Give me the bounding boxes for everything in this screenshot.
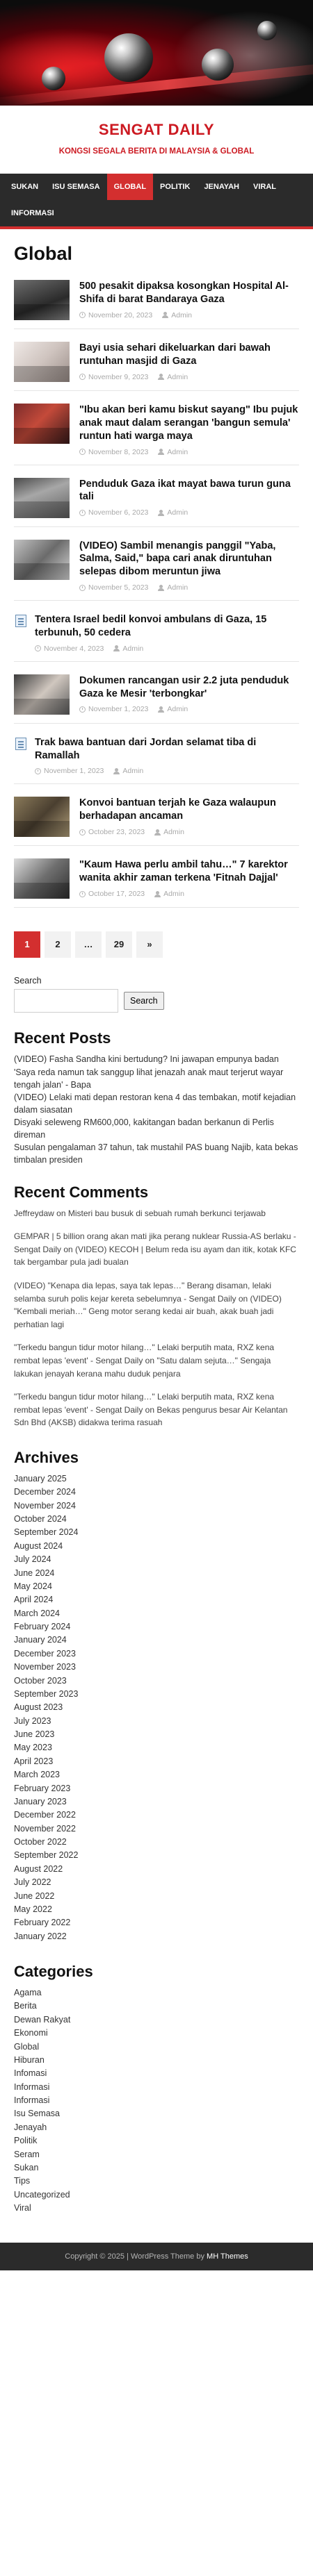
archive-link[interactable]: July 2024 xyxy=(14,1554,51,1565)
post-title[interactable]: Konvoi bantuan terjah ke Gaza walaupun berhadapan ancaman xyxy=(79,797,276,822)
post-thumbnail[interactable] xyxy=(14,674,70,715)
header-banner xyxy=(0,0,313,106)
search-label: Search xyxy=(14,976,42,986)
post-date: November 5, 2023 xyxy=(88,583,149,592)
site-title[interactable]: SENGAT DAILY xyxy=(98,121,215,138)
post-item xyxy=(14,280,299,329)
nav-item-informasi[interactable]: INFORMASI xyxy=(11,209,54,217)
user-icon xyxy=(158,510,164,516)
post-author[interactable]: Admin xyxy=(167,705,188,714)
post-meta xyxy=(35,767,299,775)
recent-posts-widget xyxy=(14,1029,299,1166)
post-thumbnail[interactable] xyxy=(14,478,70,518)
post-title[interactable]: Dokumen rancangan usir 2.2 juta penduduk Gaza ke Mesir 'terbongkar' xyxy=(79,674,289,699)
post-date: October 17, 2023 xyxy=(88,890,145,899)
post-date: October 23, 2023 xyxy=(88,828,145,837)
category-link[interactable]: Isu Semasa xyxy=(14,2109,61,2119)
site-description: KONGSI SEGALA BERITA DI MALAYSIA & GLOBAL xyxy=(58,147,255,156)
archive-link[interactable]: April 2023 xyxy=(14,1756,54,1766)
post-body xyxy=(79,280,299,319)
archive-link[interactable]: August 2023 xyxy=(14,1702,63,1713)
archive-link[interactable]: December 2022 xyxy=(14,1810,76,1820)
user-icon xyxy=(158,706,164,713)
archives-widget xyxy=(14,1449,299,1943)
post-item xyxy=(14,784,299,846)
archive-link[interactable]: November 2022 xyxy=(14,1823,76,1834)
post-body xyxy=(79,342,299,381)
archive-link[interactable]: March 2023 xyxy=(14,1770,61,1780)
clock-icon xyxy=(79,706,86,713)
post-author[interactable]: Admin xyxy=(163,890,184,899)
archive-link[interactable]: January 2024 xyxy=(14,1635,67,1645)
post-title[interactable]: 500 pesakit dipaksa kosongkan Hospital Al-Shifa di barat Bandaraya Gaza xyxy=(79,281,289,305)
category-link[interactable]: Global xyxy=(14,2041,40,2052)
post-author[interactable]: Admin xyxy=(122,644,144,653)
page-link[interactable]: … xyxy=(75,931,102,958)
recent-comments-widget xyxy=(14,1183,299,1429)
category-link[interactable]: Agama xyxy=(14,1988,42,1997)
post-meta xyxy=(79,828,299,836)
nav-item-jenayah[interactable]: JENAYAH xyxy=(204,183,239,191)
recent-post-link[interactable]: (VIDEO) Lelaki mati depan restoran kena 4 das tembakan, motif kejadian dalam siasatan xyxy=(14,1092,296,1115)
search-input[interactable] xyxy=(14,989,118,1013)
category-link[interactable]: Tips xyxy=(14,2176,31,2186)
archive-link[interactable]: September 2022 xyxy=(14,1850,79,1861)
category-link[interactable]: Ekonomi xyxy=(14,2028,48,2038)
post-author[interactable]: Admin xyxy=(171,310,192,319)
archive-link[interactable]: June 2022 xyxy=(14,1891,55,1901)
category-link[interactable]: Informasi xyxy=(14,2095,50,2105)
archive-link[interactable]: May 2024 xyxy=(14,1581,52,1591)
archive-link[interactable]: October 2023 xyxy=(14,1675,67,1686)
post-title[interactable]: Trak bawa bantuan dari Jordan selamat tiba di Ramallah xyxy=(35,736,257,761)
page-title: Global xyxy=(14,243,73,264)
post-item xyxy=(14,601,299,662)
clock-icon xyxy=(79,829,86,836)
main-content xyxy=(0,229,313,2215)
archive-link[interactable]: January 2025 xyxy=(14,1473,67,1484)
recent-comment[interactable]: "Terkedu bangun tidur motor hilang…" Lelaki berputih mata, RXZ kena rembat lepas 'event' - Sengat Daily on "Satu dalam sejuta…" Sengaja lakukan jenayah kerana mahu duduk penjara xyxy=(14,1343,275,1379)
archive-link[interactable]: January 2023 xyxy=(14,1796,67,1806)
clock-icon xyxy=(79,891,86,897)
archive-link[interactable]: May 2022 xyxy=(14,1904,52,1914)
site-branding xyxy=(0,106,313,174)
post-author[interactable]: Admin xyxy=(122,767,144,776)
post-thumbnail[interactable] xyxy=(14,280,70,320)
post-title[interactable]: Bayi usia sehari dikeluarkan dari bawah runtuhan masjid di Gaza xyxy=(79,342,271,367)
pagination xyxy=(14,931,299,958)
archive-link[interactable]: October 2022 xyxy=(14,1837,67,1847)
categories-title: Categories xyxy=(14,1963,93,1980)
post-title[interactable]: Tentera Israel bedil konvoi ambulans di Gaza, 15 terbunuh, 50 cedera xyxy=(35,614,267,638)
clock-icon xyxy=(79,585,86,591)
post-list xyxy=(14,280,299,908)
category-link[interactable]: Uncategorized xyxy=(14,2189,70,2200)
recent-post-link[interactable]: (VIDEO) Fasha Sandha kini bertudung? Ini jawapan empunya badan xyxy=(14,1054,279,1065)
site-footer xyxy=(0,2243,313,2270)
category-link[interactable]: Informasi xyxy=(14,2081,50,2092)
post-author[interactable]: Admin xyxy=(167,447,188,456)
archive-link[interactable]: October 2024 xyxy=(14,1514,67,1524)
footer-theme-link[interactable]: MH Themes xyxy=(207,2252,248,2261)
page-link[interactable]: » xyxy=(136,931,163,958)
archive-link[interactable]: June 2023 xyxy=(14,1729,55,1739)
user-icon xyxy=(154,829,161,836)
nav-item-politik[interactable]: POLITIK xyxy=(160,183,191,191)
post-meta xyxy=(79,583,299,592)
post-body xyxy=(79,540,299,592)
recent-post-link[interactable]: Susulan pengalaman 37 tahun, tak mustahil PAS buang Najib, kata bekas timbalan presiden xyxy=(14,1142,298,1165)
post-meta xyxy=(79,705,299,713)
post-title[interactable]: "Ibu akan beri kamu biskut sayang" Ibu pujuk anak maut dalam serangan 'bangun semula' runtun hati warga maya xyxy=(79,404,298,442)
post-body xyxy=(35,613,299,653)
post-body xyxy=(79,674,299,714)
user-icon xyxy=(113,768,120,774)
archive-link[interactable]: August 2024 xyxy=(14,1540,63,1551)
clock-icon xyxy=(35,645,41,651)
page-link[interactable]: 29 xyxy=(106,931,132,958)
post-thumbnail[interactable] xyxy=(14,540,70,580)
user-icon xyxy=(158,374,164,380)
document-icon xyxy=(15,738,26,750)
recent-comment[interactable]: Jeffreydaw on Misteri bau busuk di sebuah rumah berkunci terjawab xyxy=(14,1208,266,1218)
archive-link[interactable]: April 2024 xyxy=(14,1595,54,1605)
category-link[interactable]: Viral xyxy=(14,2203,31,2213)
user-icon xyxy=(158,585,164,591)
post-body xyxy=(79,858,299,898)
post-meta xyxy=(79,890,299,898)
recent-comment[interactable]: (VIDEO) "Kenapa dia lepas, saya tak lepas…" Berang disaman, lelaki selamba suruh polis kejar kereta sebelumnya - Sengat Daily on (VIDEO) "Kembali meriah…" Geng motor serang kedai air buah, akak buah jadi perhatian lagi xyxy=(14,1280,282,1329)
post-meta xyxy=(79,508,299,517)
user-icon xyxy=(162,312,168,318)
post-thumbnail[interactable] xyxy=(14,858,70,899)
category-link[interactable]: Dewan Rakyat xyxy=(14,2014,71,2025)
user-icon xyxy=(158,449,164,455)
search-widget xyxy=(14,976,299,1013)
document-icon xyxy=(15,615,26,627)
post-author[interactable]: Admin xyxy=(167,372,188,381)
post-item xyxy=(14,329,299,391)
recent-post-link[interactable]: 'Saya reda namun tak sanggup lihat jenazah anak maut terjerut wayar tengah jalan' - Bapa xyxy=(14,1067,284,1090)
user-icon xyxy=(154,891,161,897)
archive-link[interactable]: July 2023 xyxy=(14,1715,51,1726)
category-link[interactable]: Hiburan xyxy=(14,2054,45,2065)
page-link[interactable]: 2 xyxy=(45,931,71,958)
post-author[interactable]: Admin xyxy=(167,508,188,517)
category-link[interactable]: Infomasi xyxy=(14,2068,47,2079)
post-date: November 1, 2023 xyxy=(44,767,104,776)
recent-post-link[interactable]: Disyaki seleweng RM600,000, kakitangan badan berkanun di Perlis direman xyxy=(14,1117,274,1140)
archive-link[interactable]: August 2022 xyxy=(14,1863,63,1874)
recent-comments-title: Recent Comments xyxy=(14,1183,149,1201)
post-meta xyxy=(79,448,299,456)
footer-copyright: Copyright © 2025 | WordPress Theme by xyxy=(65,2252,207,2261)
post-title[interactable]: Penduduk Gaza ikat mayat bawa turun guna tali xyxy=(79,478,291,503)
user-icon xyxy=(113,645,120,651)
post-meta xyxy=(79,311,299,319)
nav-item-sukan[interactable]: SUKAN xyxy=(11,183,39,191)
archives-title: Archives xyxy=(14,1448,79,1466)
category-link[interactable]: Jenayah xyxy=(14,2122,47,2132)
archive-link[interactable]: May 2023 xyxy=(14,1743,52,1753)
archive-link[interactable]: February 2023 xyxy=(14,1783,71,1793)
categories-widget xyxy=(14,1963,299,2215)
post-item xyxy=(14,662,299,724)
category-link[interactable]: Berita xyxy=(14,2001,37,2011)
archive-link[interactable]: June 2024 xyxy=(14,1568,55,1578)
nav-item-viral[interactable]: VIRAL xyxy=(253,183,276,191)
post-thumbnail[interactable] xyxy=(14,797,70,837)
clock-icon xyxy=(79,374,86,380)
search-button[interactable]: Search xyxy=(124,992,164,1010)
nav-item-isu-semasa[interactable]: ISU SEMASA xyxy=(52,183,100,191)
post-date: November 9, 2023 xyxy=(88,372,149,381)
post-body xyxy=(35,736,299,776)
post-author[interactable]: Admin xyxy=(163,828,184,837)
archive-link[interactable]: January 2022 xyxy=(14,1931,67,1941)
main-navigation xyxy=(0,174,313,229)
post-date: November 8, 2023 xyxy=(88,447,149,456)
post-date: November 6, 2023 xyxy=(88,508,149,517)
post-thumbnail[interactable] xyxy=(14,342,70,382)
post-meta xyxy=(35,645,299,653)
recent-comment[interactable]: "Terkedu bangun tidur motor hilang…" Lelaki berputih mata, RXZ kena rembat lepas 'event' - Sengat Daily on Bekas pengurus besar Air Kelantan Sdn Bhd (AKSB) didakwa terima rasuah xyxy=(14,1392,288,1428)
archive-link[interactable]: September 2023 xyxy=(14,1688,79,1699)
recent-comment[interactable]: GEMPAR | 5 billion orang akan mati jika perang nuklear Russia-AS berlaku - Sengat Daily on (VIDEO) KECOH | Belum reda isu ayam dan itik, kotak KFC tak bergambar pula jadi bualan xyxy=(14,1231,296,1268)
clock-icon xyxy=(35,768,41,774)
post-body xyxy=(79,478,299,517)
category-link[interactable]: Sukan xyxy=(14,2162,39,2172)
category-link[interactable]: Seram xyxy=(14,2149,40,2159)
archive-link[interactable]: July 2022 xyxy=(14,1877,51,1888)
post-item xyxy=(14,846,299,908)
post-body xyxy=(79,797,299,836)
post-item xyxy=(14,527,299,601)
post-date: November 20, 2023 xyxy=(88,310,153,319)
post-item xyxy=(14,465,299,527)
recent-posts-title: Recent Posts xyxy=(14,1029,111,1047)
post-item xyxy=(14,724,299,785)
archive-link[interactable]: December 2023 xyxy=(14,1648,76,1659)
archive-link[interactable]: November 2024 xyxy=(14,1500,76,1511)
clock-icon xyxy=(79,312,86,318)
archive-link[interactable]: September 2024 xyxy=(14,1527,79,1538)
post-title[interactable]: "Kaum Hawa perlu ambil tahu…" 7 karektor wanita akhir zaman terkena 'Fitnah Dajjal' xyxy=(79,859,288,884)
post-title[interactable]: (VIDEO) Sambil menangis panggil "Yaba, Salma, Said," bapa cari anak diruntuhan selepas dibom meruntun jiwa xyxy=(79,540,276,578)
archive-link[interactable]: February 2022 xyxy=(14,1918,71,1928)
post-thumbnail[interactable] xyxy=(14,404,70,444)
post-item xyxy=(14,391,299,465)
archive-link[interactable]: December 2024 xyxy=(14,1487,76,1497)
post-body xyxy=(79,404,299,456)
archive-link[interactable]: February 2024 xyxy=(14,1622,71,1631)
clock-icon xyxy=(79,449,86,455)
archive-link[interactable]: March 2024 xyxy=(14,1608,61,1618)
post-meta xyxy=(79,373,299,381)
clock-icon xyxy=(79,510,86,516)
post-author[interactable]: Admin xyxy=(167,583,188,592)
post-date: November 1, 2023 xyxy=(88,705,149,714)
post-date: November 4, 2023 xyxy=(44,644,104,653)
nav-item-global[interactable]: GLOBAL xyxy=(107,174,153,200)
archive-link[interactable]: November 2023 xyxy=(14,1662,76,1672)
category-link[interactable]: Politik xyxy=(14,2136,38,2146)
page-link[interactable]: 1 xyxy=(14,931,40,958)
